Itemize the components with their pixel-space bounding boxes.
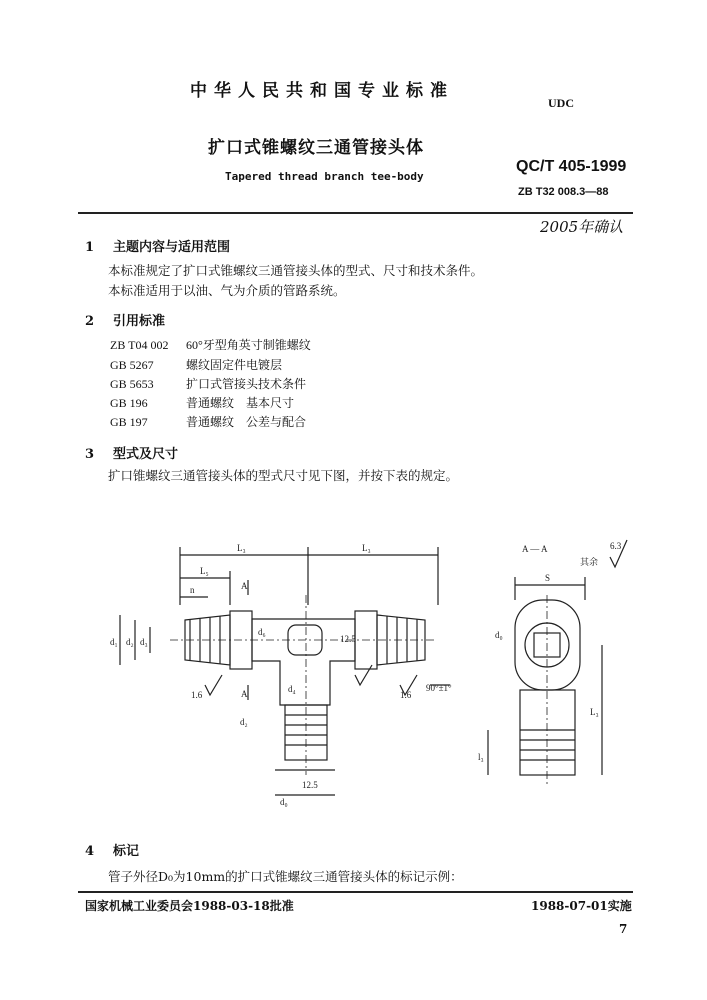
label-L3-left: L₃ xyxy=(237,543,246,553)
section-2-heading xyxy=(85,310,165,329)
label-roughness-63: 6.3 xyxy=(610,541,622,551)
standard-type-heading: 中华人民共和国专业标准 xyxy=(190,81,454,101)
zb-code: ZB T32 008.3—88 xyxy=(518,186,609,198)
reference-code: GB 5653 xyxy=(110,377,154,391)
label-n: n xyxy=(190,585,195,595)
reference-name: 扩口式管接头技术条件 xyxy=(186,377,307,391)
drawing-labels xyxy=(110,541,622,807)
section-1-paragraph-2: 本标准适用于以油、气为介质的管路系统。 xyxy=(108,283,346,298)
label-d0: d₀ xyxy=(280,797,288,807)
label-d6: d₆ xyxy=(258,627,266,637)
section-4-title: 标记 xyxy=(113,844,140,859)
reference-name: 60°牙型角英寸制锥螺纹 xyxy=(186,338,311,352)
section-1-number: 1 xyxy=(85,240,95,255)
label-l3-section: l₃ xyxy=(478,752,484,762)
effective-date: 1988-07-01实施 xyxy=(531,899,632,913)
section-3-heading xyxy=(85,443,178,462)
reference-code: ZB T04 002 xyxy=(110,338,169,352)
label-L3-section: L₃ xyxy=(590,707,599,717)
label-S: S xyxy=(545,573,551,583)
label-rest: 其余 xyxy=(580,557,599,567)
reference-item xyxy=(110,375,306,392)
reference-name: 螺纹固定件电镀层 xyxy=(186,358,283,372)
label-angle: 90°±1° xyxy=(426,683,452,693)
label-roughness-16-right: 1.6 xyxy=(400,690,412,700)
section-3-title: 型式及尺寸 xyxy=(113,447,179,462)
label-d0-section: d₀ xyxy=(495,630,503,640)
section-4-number: 4 xyxy=(85,844,95,859)
tee-body-drawing xyxy=(90,535,650,820)
confirmation-note: 2005年确认 xyxy=(540,218,624,236)
label-L3-right: L₃ xyxy=(362,543,371,553)
label-d1: d₁ xyxy=(110,637,118,647)
section-1-heading xyxy=(85,236,230,255)
standard-code: QC/T 405-1999 xyxy=(516,158,627,175)
approval-text: 国家机械工业委员会1988-03-18批准 xyxy=(85,899,294,913)
reference-item xyxy=(110,394,294,411)
label-section-AA: A — A xyxy=(522,544,548,554)
reference-code: GB 196 xyxy=(110,396,148,410)
label-d3: d₃ xyxy=(140,637,148,647)
reference-item xyxy=(110,413,306,430)
label-roughness-16-left: 1.6 xyxy=(191,690,203,700)
reference-name: 普通螺纹 基本尺寸 xyxy=(186,396,295,410)
reference-item xyxy=(110,356,282,373)
reference-item xyxy=(110,336,311,353)
label-d4: d₄ xyxy=(288,684,296,694)
label-section-A-top: A xyxy=(241,581,248,591)
section-2-title: 引用标准 xyxy=(113,314,166,329)
udc-label: UDC xyxy=(548,96,574,110)
reference-name: 普通螺纹 公差与配合 xyxy=(186,415,307,429)
section-4-heading xyxy=(85,840,139,859)
section-1-paragraph-1: 本标准规定了扩口式锥螺纹三通管接头体的型式、尺寸和技术条件。 xyxy=(108,263,484,278)
section-3-number: 3 xyxy=(85,447,95,462)
label-roughness-125-bottom: 12.5 xyxy=(302,780,318,790)
section-4-paragraph: 管子外径D₀为10mm的扩口式锥螺纹三通管接头体的标记示例： xyxy=(108,869,463,884)
section-3-paragraph: 扩口锥螺纹三通管接头体的型式尺寸见下图，并按下表的规定。 xyxy=(108,468,459,483)
document-title-english: Tapered thread branch tee-body xyxy=(225,170,424,183)
footer-divider xyxy=(78,891,633,893)
header-divider xyxy=(78,212,633,214)
page-number: 7 xyxy=(619,922,628,936)
label-d2: d₂ xyxy=(126,637,134,647)
label-d2-bottom: d₂ xyxy=(240,717,248,727)
reference-code: GB 5267 xyxy=(110,358,154,372)
reference-code: GB 197 xyxy=(110,415,148,429)
label-section-A-bottom: A xyxy=(241,689,248,699)
label-L5: L₅ xyxy=(200,566,209,576)
section-1-title: 主题内容与适用范围 xyxy=(113,240,231,255)
document-title: 扩口式锥螺纹三通管接头体 xyxy=(208,138,424,158)
label-roughness-125: 12.5 xyxy=(340,634,356,644)
section-2-number: 2 xyxy=(85,314,95,329)
